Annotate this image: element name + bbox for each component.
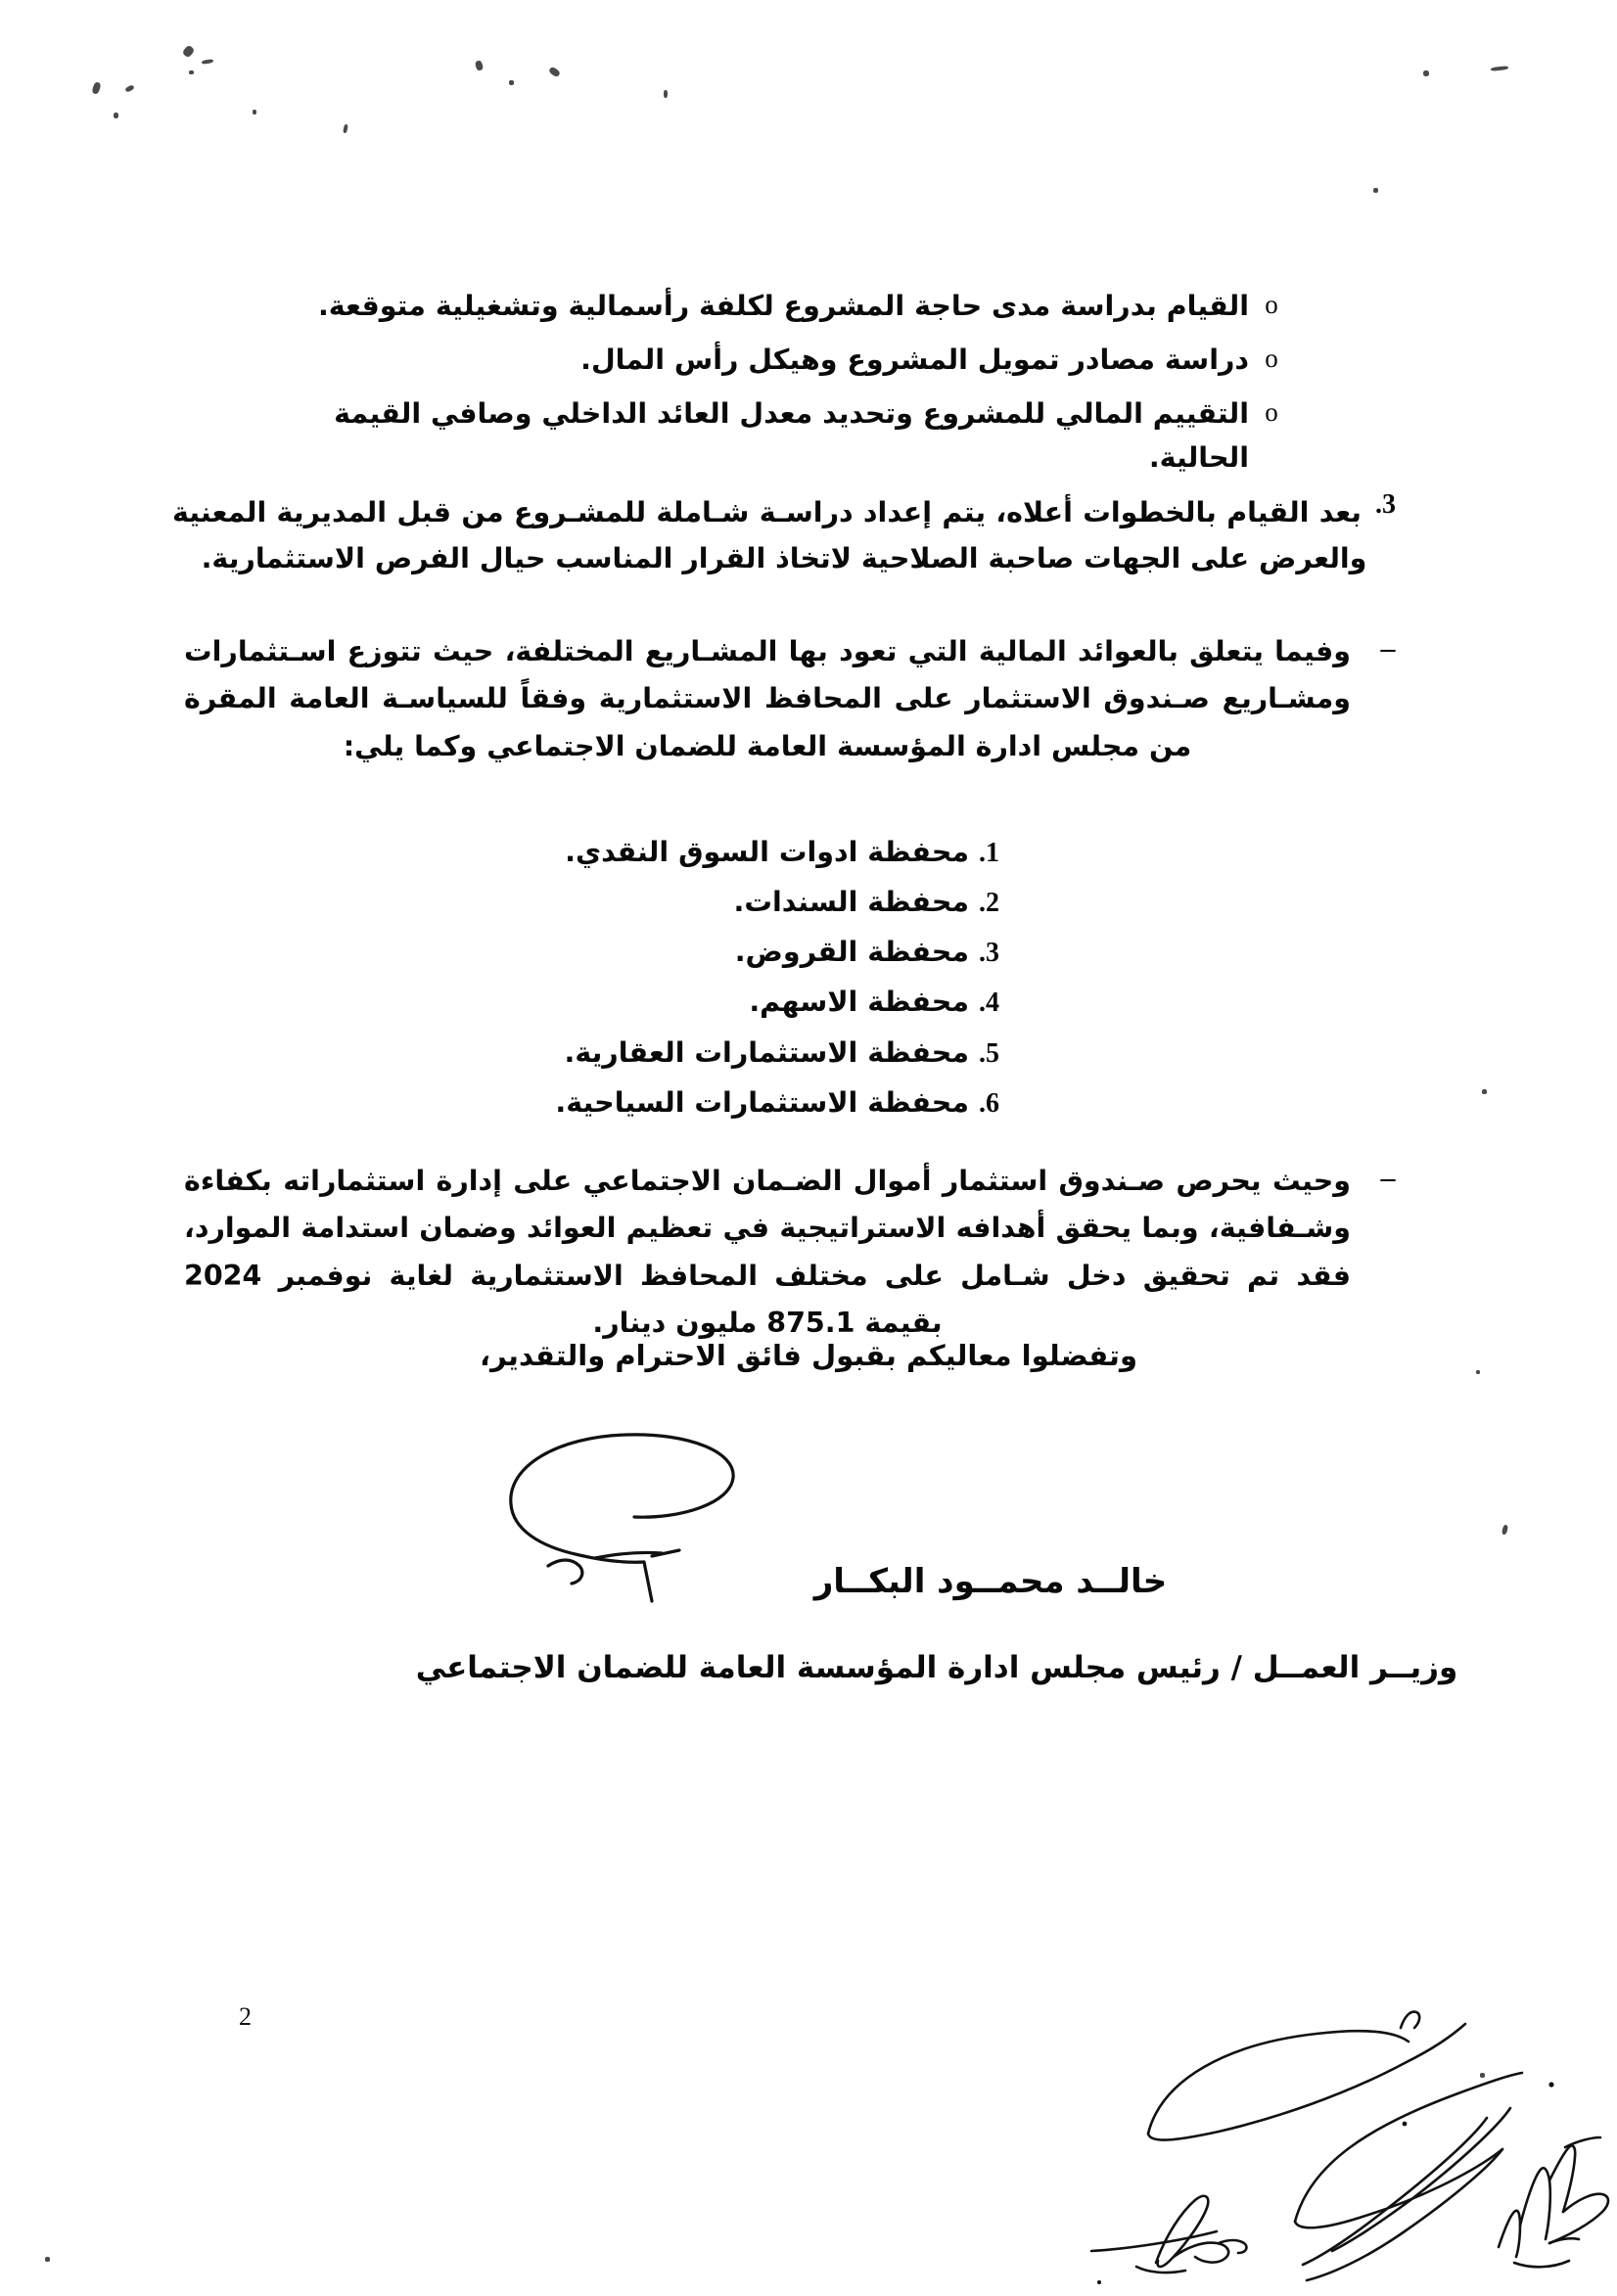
scan-speck xyxy=(189,70,194,74)
portfolio-item-label: محفظة ادوات السوق النقدي. xyxy=(565,836,969,868)
scan-speck xyxy=(45,2257,50,2262)
scan-speck xyxy=(202,59,214,65)
list-item xyxy=(296,338,1294,382)
sub-bullet-text: التقييم المالي للمشروع وتحديد معدل العائد الداخلي وصافي القيمة الحالية. xyxy=(334,397,1249,475)
list-item xyxy=(482,980,1030,1025)
scan-speck xyxy=(1502,1525,1508,1536)
list-number: 2. xyxy=(979,888,999,919)
scan-speck xyxy=(1423,70,1429,76)
scan-speck xyxy=(114,113,118,118)
list-number: 5. xyxy=(979,1037,999,1069)
numbered-paragraph-text: بعد القيام بالخطوات أعلاه، يتم إعداد دراسـة شـاملة للمشـروع من قبل المديرية المعنية والعرض على الجهات صاحبة الصلاحية لاتخاذ القرار المناسب حيال الفرص الاستثمارية. xyxy=(172,496,1367,575)
scan-speck xyxy=(182,44,196,58)
scan-speck xyxy=(475,60,484,70)
list-number: 4. xyxy=(979,987,999,1019)
scan-speck xyxy=(124,84,134,93)
portfolio-item-label: محفظة الاستثمارات السياحية. xyxy=(555,1085,969,1119)
scan-speck xyxy=(91,81,101,95)
list-item xyxy=(482,830,1030,875)
list-item xyxy=(296,391,1294,480)
list-number: 3. xyxy=(1375,489,1396,520)
scan-speck xyxy=(253,110,256,115)
portfolio-list xyxy=(482,830,1030,1130)
dash-paragraph-1 xyxy=(184,628,1408,770)
signer-name: خالــد محمــود البكــار xyxy=(813,1562,1168,1601)
portfolio-item-label: محفظة الاستثمارات العقارية. xyxy=(564,1035,969,1069)
scan-speck xyxy=(548,66,561,77)
dash-paragraph-2-text: وحيث يحرص صـندوق استثمار أموال الضـمان الاجتماعي على إدارة استثماراته بكفاءة وشـفافية، وبما يحقق أهدافه الاستراتيجية في تعظيم العوائد وضمان استدامة الموارد، فقد تم تحقيق دخل شـامل على مختلف المحافظ الاستثمارية لغاية نوفمبر 2024 بقيمة 875.1 مليون دينار. xyxy=(184,1165,1351,1340)
list-item xyxy=(482,880,1030,925)
handwritten-signature-icon xyxy=(1072,1969,1617,2296)
page-number: 2 xyxy=(239,2002,252,2031)
scan-speck xyxy=(343,124,348,134)
circle-bullet-icon: o xyxy=(1265,344,1278,374)
portfolio-item-label: محفظة الاسهم. xyxy=(749,986,969,1019)
dash-paragraph-2 xyxy=(184,1158,1408,1348)
scan-speck xyxy=(664,90,668,98)
dash-paragraph-1-text: وفيما يتعلق بالعوائد المالية التي تعود بها المشـاريع المختلفة، حيث تتوزع اسـتثمارات ومشـاريع صـندوق الاستثمار على المحافظ الاستثمارية وفقاً للسياسـة العامة المقرة من مجلس ادارة المؤسسة العامة للضمان الاجتماعي وكما يلي: xyxy=(184,635,1351,762)
dash-bullet-icon: – xyxy=(1380,1162,1396,1194)
list-item xyxy=(482,1080,1030,1125)
scan-speck xyxy=(1373,188,1378,193)
list-item xyxy=(296,284,1294,328)
dash-bullet-icon: – xyxy=(1380,632,1396,665)
circle-bullet-icon: o xyxy=(1265,290,1278,319)
scan-speck xyxy=(1482,1089,1487,1094)
circle-bullet-icon: o xyxy=(1265,397,1278,428)
numbered-paragraph-3 xyxy=(172,489,1396,582)
list-number: 6. xyxy=(979,1087,999,1119)
list-number: 3. xyxy=(979,938,999,969)
sub-bullet-text: دراسة مصادر تمويل المشروع وهيكل رأس المال. xyxy=(580,344,1249,377)
sub-bullet-list xyxy=(296,284,1294,489)
signer-title: وزيــر العمــل / رئيس مجلس ادارة المؤسسة العامة للضمان الاجتماعي xyxy=(415,1650,1458,1685)
portfolio-item-label: محفظة القروض. xyxy=(734,936,969,969)
portfolio-item-label: محفظة السندات. xyxy=(733,886,969,919)
scan-speck xyxy=(509,80,514,85)
scan-speck xyxy=(1491,66,1508,71)
list-number: 1. xyxy=(979,838,999,868)
closing-salutation: وتفضلوا معاليكم بقبول فائق الاحترام والتقدير، xyxy=(480,1339,1137,1372)
list-item xyxy=(482,1031,1030,1076)
list-item xyxy=(482,930,1030,975)
sub-bullet-text: القيام بدراسة مدى حاجة المشروع لكلفة رأسمالية وتشغيلية متوقعة. xyxy=(317,290,1249,322)
